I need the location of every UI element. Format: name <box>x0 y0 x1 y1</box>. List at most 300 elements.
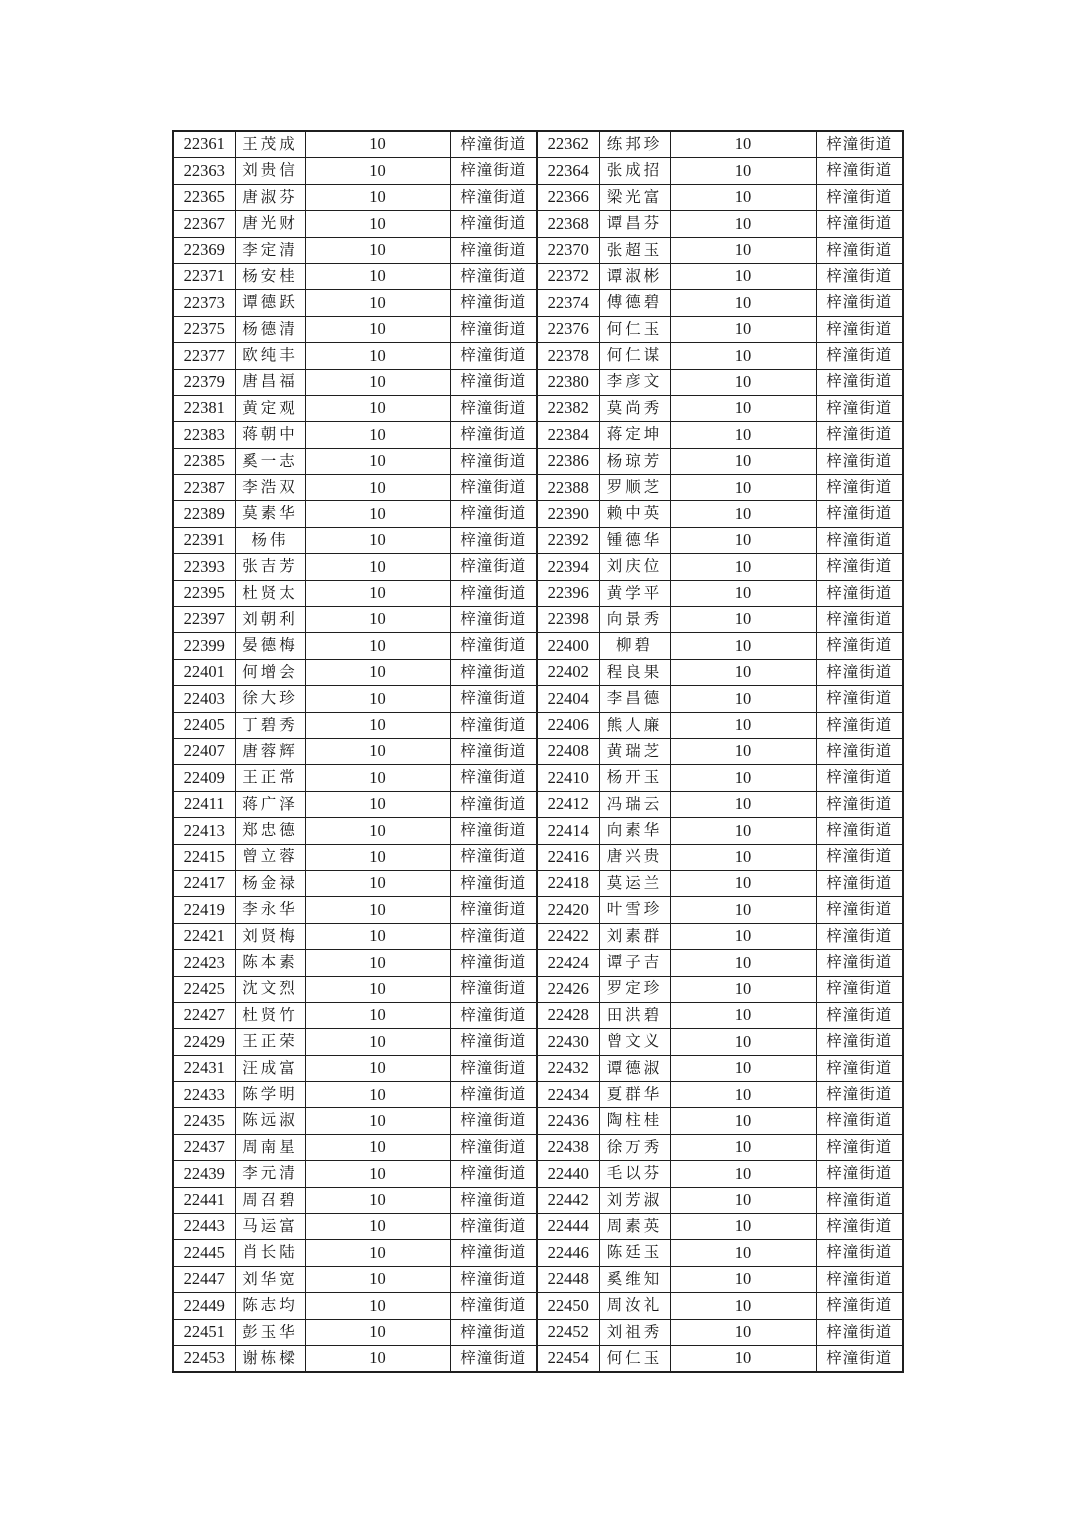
record-id-cell: 22442 <box>537 1187 599 1213</box>
record-id-cell: 22393 <box>173 554 235 580</box>
record-id-cell: 22453 <box>173 1345 235 1372</box>
location-cell: 梓潼街道 <box>816 1214 903 1240</box>
location-cell: 梓潼街道 <box>450 316 537 342</box>
location-cell: 梓潼街道 <box>450 580 537 606</box>
record-id-cell: 22411 <box>173 791 235 817</box>
location-cell: 梓潼街道 <box>816 870 903 896</box>
record-id-cell: 22417 <box>173 870 235 896</box>
location-cell: 梓潼街道 <box>816 950 903 976</box>
person-name-cell: 晏德梅 <box>235 633 305 659</box>
amount-cell: 10 <box>670 1214 816 1240</box>
person-name-cell: 欧纯丰 <box>235 343 305 369</box>
table-row <box>173 1055 903 1081</box>
amount-cell: 10 <box>670 1187 816 1213</box>
amount-cell: 10 <box>305 237 450 263</box>
location-cell: 梓潼街道 <box>816 237 903 263</box>
location-cell: 梓潼街道 <box>450 607 537 633</box>
person-name-cell: 李昌德 <box>599 686 670 712</box>
record-id-cell: 22415 <box>173 844 235 870</box>
location-cell: 梓潼街道 <box>816 395 903 421</box>
person-name-cell: 蒋朝中 <box>235 422 305 448</box>
record-id-cell: 22440 <box>537 1161 599 1187</box>
amount-cell: 10 <box>670 527 816 553</box>
record-id-cell: 22392 <box>537 527 599 553</box>
table-row <box>173 870 903 896</box>
person-name-cell: 李永华 <box>235 897 305 923</box>
table-row <box>173 1082 903 1108</box>
record-id-cell: 22376 <box>537 316 599 342</box>
record-id-cell: 22375 <box>173 316 235 342</box>
amount-cell: 10 <box>305 1055 450 1081</box>
person-name-cell: 锺德华 <box>599 527 670 553</box>
location-cell: 梓潼街道 <box>450 976 537 1002</box>
amount-cell: 10 <box>305 422 450 448</box>
amount-cell: 10 <box>305 1002 450 1028</box>
person-name-cell: 夏群华 <box>599 1082 670 1108</box>
record-id-cell: 22380 <box>537 369 599 395</box>
roster-body <box>173 131 903 1372</box>
table-row <box>173 1293 903 1319</box>
table-row <box>173 369 903 395</box>
record-id-cell: 22439 <box>173 1161 235 1187</box>
amount-cell: 10 <box>305 765 450 791</box>
amount-cell: 10 <box>670 158 816 184</box>
record-id-cell: 22366 <box>537 184 599 210</box>
person-name-cell: 奚维知 <box>599 1266 670 1292</box>
location-cell: 梓潼街道 <box>816 712 903 738</box>
amount-cell: 10 <box>670 1293 816 1319</box>
amount-cell: 10 <box>670 1029 816 1055</box>
location-cell: 梓潼街道 <box>450 923 537 949</box>
location-cell: 梓潼街道 <box>816 976 903 1002</box>
record-id-cell: 22382 <box>537 395 599 421</box>
record-id-cell: 22373 <box>173 290 235 316</box>
record-id-cell: 22441 <box>173 1187 235 1213</box>
record-id-cell: 22416 <box>537 844 599 870</box>
record-id-cell: 22400 <box>537 633 599 659</box>
location-cell: 梓潼街道 <box>450 870 537 896</box>
table-row <box>173 765 903 791</box>
table-row <box>173 1161 903 1187</box>
person-name-cell: 莫素华 <box>235 501 305 527</box>
location-cell: 梓潼街道 <box>816 475 903 501</box>
person-name-cell: 唐昌福 <box>235 369 305 395</box>
amount-cell: 10 <box>305 131 450 158</box>
person-name-cell: 周召碧 <box>235 1187 305 1213</box>
amount-cell: 10 <box>670 501 816 527</box>
record-id-cell: 22401 <box>173 659 235 685</box>
table-row <box>173 712 903 738</box>
record-id-cell: 22362 <box>537 131 599 158</box>
person-name-cell: 毛以芬 <box>599 1161 670 1187</box>
record-id-cell: 22383 <box>173 422 235 448</box>
person-name-cell: 刘贤梅 <box>235 923 305 949</box>
location-cell: 梓潼街道 <box>450 791 537 817</box>
person-name-cell: 张超玉 <box>599 237 670 263</box>
amount-cell: 10 <box>670 791 816 817</box>
location-cell: 梓潼街道 <box>450 1293 537 1319</box>
record-id-cell: 22384 <box>537 422 599 448</box>
location-cell: 梓潼街道 <box>816 659 903 685</box>
location-cell: 梓潼街道 <box>816 1029 903 1055</box>
location-cell: 梓潼街道 <box>450 633 537 659</box>
record-id-cell: 22452 <box>537 1319 599 1345</box>
record-id-cell: 22427 <box>173 1002 235 1028</box>
location-cell: 梓潼街道 <box>816 1319 903 1345</box>
person-name-cell: 陈本素 <box>235 950 305 976</box>
table-row <box>173 395 903 421</box>
location-cell: 梓潼街道 <box>450 422 537 448</box>
person-name-cell: 谭淑彬 <box>599 263 670 289</box>
amount-cell: 10 <box>670 554 816 580</box>
record-id-cell: 22408 <box>537 738 599 764</box>
person-name-cell: 陈廷玉 <box>599 1240 670 1266</box>
record-id-cell: 22448 <box>537 1266 599 1292</box>
amount-cell: 10 <box>305 659 450 685</box>
person-name-cell: 陈志均 <box>235 1293 305 1319</box>
record-id-cell: 22371 <box>173 263 235 289</box>
record-id-cell: 22438 <box>537 1134 599 1160</box>
person-name-cell: 何增会 <box>235 659 305 685</box>
amount-cell: 10 <box>670 1055 816 1081</box>
location-cell: 梓潼街道 <box>816 1161 903 1187</box>
person-name-cell: 黄瑞芝 <box>599 738 670 764</box>
location-cell: 梓潼街道 <box>450 1134 537 1160</box>
table-row <box>173 554 903 580</box>
location-cell: 梓潼街道 <box>816 633 903 659</box>
location-cell: 梓潼街道 <box>816 422 903 448</box>
person-name-cell: 李彦文 <box>599 369 670 395</box>
record-id-cell: 22407 <box>173 738 235 764</box>
record-id-cell: 22446 <box>537 1240 599 1266</box>
table-row <box>173 237 903 263</box>
person-name-cell: 曾立蓉 <box>235 844 305 870</box>
person-name-cell: 叶雪珍 <box>599 897 670 923</box>
record-id-cell: 22451 <box>173 1319 235 1345</box>
amount-cell: 10 <box>670 844 816 870</box>
location-cell: 梓潼街道 <box>816 1134 903 1160</box>
amount-cell: 10 <box>670 1002 816 1028</box>
person-name-cell: 柳碧 <box>599 633 670 659</box>
amount-cell: 10 <box>670 475 816 501</box>
person-name-cell: 傅德碧 <box>599 290 670 316</box>
location-cell: 梓潼街道 <box>450 765 537 791</box>
amount-cell: 10 <box>305 448 450 474</box>
location-cell: 梓潼街道 <box>816 791 903 817</box>
amount-cell: 10 <box>305 712 450 738</box>
location-cell: 梓潼街道 <box>816 844 903 870</box>
amount-cell: 10 <box>305 263 450 289</box>
table-row <box>173 1266 903 1292</box>
location-cell: 梓潼街道 <box>450 1214 537 1240</box>
table-row <box>173 1134 903 1160</box>
person-name-cell: 徐大珍 <box>235 686 305 712</box>
location-cell: 梓潼街道 <box>816 554 903 580</box>
person-name-cell: 莫尚秀 <box>599 395 670 421</box>
record-id-cell: 22412 <box>537 791 599 817</box>
location-cell: 梓潼街道 <box>816 897 903 923</box>
amount-cell: 10 <box>670 923 816 949</box>
amount-cell: 10 <box>305 290 450 316</box>
record-id-cell: 22404 <box>537 686 599 712</box>
person-name-cell: 向景秀 <box>599 607 670 633</box>
amount-cell: 10 <box>305 580 450 606</box>
record-id-cell: 22454 <box>537 1345 599 1372</box>
person-name-cell: 冯瑞云 <box>599 791 670 817</box>
person-name-cell: 梁光富 <box>599 184 670 210</box>
record-id-cell: 22364 <box>537 158 599 184</box>
amount-cell: 10 <box>670 686 816 712</box>
location-cell: 梓潼街道 <box>450 448 537 474</box>
person-name-cell: 郑忠德 <box>235 818 305 844</box>
location-cell: 梓潼街道 <box>816 686 903 712</box>
person-name-cell: 徐万秀 <box>599 1134 670 1160</box>
location-cell: 梓潼街道 <box>816 1082 903 1108</box>
record-id-cell: 22409 <box>173 765 235 791</box>
record-id-cell: 22387 <box>173 475 235 501</box>
person-name-cell: 李元清 <box>235 1161 305 1187</box>
table-row <box>173 607 903 633</box>
record-id-cell: 22425 <box>173 976 235 1002</box>
record-id-cell: 22405 <box>173 712 235 738</box>
location-cell: 梓潼街道 <box>450 1055 537 1081</box>
amount-cell: 10 <box>670 290 816 316</box>
location-cell: 梓潼街道 <box>450 844 537 870</box>
location-cell: 梓潼街道 <box>450 1082 537 1108</box>
table-row <box>173 448 903 474</box>
location-cell: 梓潼街道 <box>450 1266 537 1292</box>
amount-cell: 10 <box>670 369 816 395</box>
person-name-cell: 杨安桂 <box>235 263 305 289</box>
person-name-cell: 杨伟 <box>235 527 305 553</box>
record-id-cell: 22379 <box>173 369 235 395</box>
record-id-cell: 22435 <box>173 1108 235 1134</box>
record-id-cell: 22447 <box>173 1266 235 1292</box>
location-cell: 梓潼街道 <box>816 1108 903 1134</box>
person-name-cell: 奚一志 <box>235 448 305 474</box>
person-name-cell: 刘素群 <box>599 923 670 949</box>
record-id-cell: 22398 <box>537 607 599 633</box>
location-cell: 梓潼街道 <box>816 1293 903 1319</box>
record-id-cell: 22437 <box>173 1134 235 1160</box>
person-name-cell: 向素华 <box>599 818 670 844</box>
record-id-cell: 22426 <box>537 976 599 1002</box>
record-id-cell: 22413 <box>173 818 235 844</box>
amount-cell: 10 <box>305 501 450 527</box>
amount-cell: 10 <box>305 870 450 896</box>
record-id-cell: 22418 <box>537 870 599 896</box>
amount-cell: 10 <box>670 184 816 210</box>
person-name-cell: 熊人廉 <box>599 712 670 738</box>
amount-cell: 10 <box>670 818 816 844</box>
amount-cell: 10 <box>305 686 450 712</box>
record-id-cell: 22386 <box>537 448 599 474</box>
record-id-cell: 22431 <box>173 1055 235 1081</box>
amount-cell: 10 <box>305 395 450 421</box>
table-row <box>173 633 903 659</box>
location-cell: 梓潼街道 <box>816 1345 903 1372</box>
location-cell: 梓潼街道 <box>450 263 537 289</box>
person-name-cell: 周汝礼 <box>599 1293 670 1319</box>
table-row <box>173 791 903 817</box>
amount-cell: 10 <box>305 976 450 1002</box>
location-cell: 梓潼街道 <box>816 1187 903 1213</box>
amount-cell: 10 <box>305 897 450 923</box>
record-id-cell: 22443 <box>173 1214 235 1240</box>
record-id-cell: 22402 <box>537 659 599 685</box>
amount-cell: 10 <box>305 184 450 210</box>
amount-cell: 10 <box>670 316 816 342</box>
record-id-cell: 22403 <box>173 686 235 712</box>
roster-table <box>172 130 904 1373</box>
table-row <box>173 211 903 237</box>
record-id-cell: 22432 <box>537 1055 599 1081</box>
person-name-cell: 杨琼芳 <box>599 448 670 474</box>
record-id-cell: 22420 <box>537 897 599 923</box>
record-id-cell: 22390 <box>537 501 599 527</box>
amount-cell: 10 <box>305 818 450 844</box>
person-name-cell: 谭德淑 <box>599 1055 670 1081</box>
person-name-cell: 杨德清 <box>235 316 305 342</box>
amount-cell: 10 <box>305 1266 450 1292</box>
location-cell: 梓潼街道 <box>450 237 537 263</box>
amount-cell: 10 <box>670 607 816 633</box>
location-cell: 梓潼街道 <box>450 131 537 158</box>
person-name-cell: 罗顺芝 <box>599 475 670 501</box>
person-name-cell: 周南星 <box>235 1134 305 1160</box>
location-cell: 梓潼街道 <box>816 738 903 764</box>
location-cell: 梓潼街道 <box>816 1002 903 1028</box>
table-row <box>173 475 903 501</box>
person-name-cell: 陶柱桂 <box>599 1108 670 1134</box>
location-cell: 梓潼街道 <box>450 1002 537 1028</box>
person-name-cell: 练邦珍 <box>599 131 670 158</box>
table-row <box>173 686 903 712</box>
person-name-cell: 刘芳淑 <box>599 1187 670 1213</box>
person-name-cell: 王茂成 <box>235 131 305 158</box>
person-name-cell: 陈学明 <box>235 1082 305 1108</box>
record-id-cell: 22394 <box>537 554 599 580</box>
person-name-cell: 谢栋樑 <box>235 1345 305 1372</box>
amount-cell: 10 <box>305 343 450 369</box>
location-cell: 梓潼街道 <box>450 475 537 501</box>
location-cell: 梓潼街道 <box>816 1266 903 1292</box>
person-name-cell: 唐光财 <box>235 211 305 237</box>
amount-cell: 10 <box>305 369 450 395</box>
location-cell: 梓潼街道 <box>816 1240 903 1266</box>
location-cell: 梓潼街道 <box>450 369 537 395</box>
amount-cell: 10 <box>305 554 450 580</box>
location-cell: 梓潼街道 <box>816 211 903 237</box>
location-cell: 梓潼街道 <box>450 738 537 764</box>
amount-cell: 10 <box>670 765 816 791</box>
location-cell: 梓潼街道 <box>450 1187 537 1213</box>
person-name-cell: 谭子吉 <box>599 950 670 976</box>
table-row <box>173 659 903 685</box>
amount-cell: 10 <box>670 263 816 289</box>
location-cell: 梓潼街道 <box>816 765 903 791</box>
amount-cell: 10 <box>305 1161 450 1187</box>
record-id-cell: 22444 <box>537 1214 599 1240</box>
location-cell: 梓潼街道 <box>450 184 537 210</box>
location-cell: 梓潼街道 <box>816 527 903 553</box>
location-cell: 梓潼街道 <box>816 1055 903 1081</box>
table-row <box>173 923 903 949</box>
location-cell: 梓潼街道 <box>816 184 903 210</box>
person-name-cell: 刘贵信 <box>235 158 305 184</box>
table-row <box>173 263 903 289</box>
table-row <box>173 290 903 316</box>
person-name-cell: 杜贤太 <box>235 580 305 606</box>
location-cell: 梓潼街道 <box>450 1161 537 1187</box>
record-id-cell: 22406 <box>537 712 599 738</box>
table-row <box>173 897 903 923</box>
person-name-cell: 杨开玉 <box>599 765 670 791</box>
table-row <box>173 1108 903 1134</box>
record-id-cell: 22389 <box>173 501 235 527</box>
location-cell: 梓潼街道 <box>450 686 537 712</box>
location-cell: 梓潼街道 <box>816 290 903 316</box>
amount-cell: 10 <box>305 1240 450 1266</box>
table-row <box>173 1345 903 1372</box>
person-name-cell: 周素英 <box>599 1214 670 1240</box>
person-name-cell: 黄学平 <box>599 580 670 606</box>
amount-cell: 10 <box>305 158 450 184</box>
amount-cell: 10 <box>305 844 450 870</box>
location-cell: 梓潼街道 <box>450 501 537 527</box>
table-row <box>173 818 903 844</box>
person-name-cell: 彭玉华 <box>235 1319 305 1345</box>
amount-cell: 10 <box>305 1082 450 1108</box>
record-id-cell: 22421 <box>173 923 235 949</box>
record-id-cell: 22388 <box>537 475 599 501</box>
record-id-cell: 22449 <box>173 1293 235 1319</box>
amount-cell: 10 <box>670 897 816 923</box>
person-name-cell: 王正常 <box>235 765 305 791</box>
amount-cell: 10 <box>305 950 450 976</box>
table-row <box>173 501 903 527</box>
location-cell: 梓潼街道 <box>816 369 903 395</box>
amount-cell: 10 <box>670 422 816 448</box>
record-id-cell: 22365 <box>173 184 235 210</box>
record-id-cell: 22410 <box>537 765 599 791</box>
person-name-cell: 蒋定坤 <box>599 422 670 448</box>
record-id-cell: 22399 <box>173 633 235 659</box>
person-name-cell: 李浩双 <box>235 475 305 501</box>
location-cell: 梓潼街道 <box>450 527 537 553</box>
person-name-cell: 丁碧秀 <box>235 712 305 738</box>
location-cell: 梓潼街道 <box>450 659 537 685</box>
location-cell: 梓潼街道 <box>450 158 537 184</box>
amount-cell: 10 <box>305 1134 450 1160</box>
record-id-cell: 22414 <box>537 818 599 844</box>
amount-cell: 10 <box>305 1345 450 1372</box>
table-row <box>173 1029 903 1055</box>
amount-cell: 10 <box>670 1082 816 1108</box>
location-cell: 梓潼街道 <box>450 1108 537 1134</box>
person-name-cell: 唐淑芬 <box>235 184 305 210</box>
person-name-cell: 肖长陆 <box>235 1240 305 1266</box>
person-name-cell: 刘庆位 <box>599 554 670 580</box>
record-id-cell: 22450 <box>537 1293 599 1319</box>
table-row <box>173 422 903 448</box>
location-cell: 梓潼街道 <box>450 1029 537 1055</box>
table-row <box>173 343 903 369</box>
person-name-cell: 刘祖秀 <box>599 1319 670 1345</box>
person-name-cell: 谭昌芬 <box>599 211 670 237</box>
record-id-cell: 22374 <box>537 290 599 316</box>
table-row <box>173 1240 903 1266</box>
